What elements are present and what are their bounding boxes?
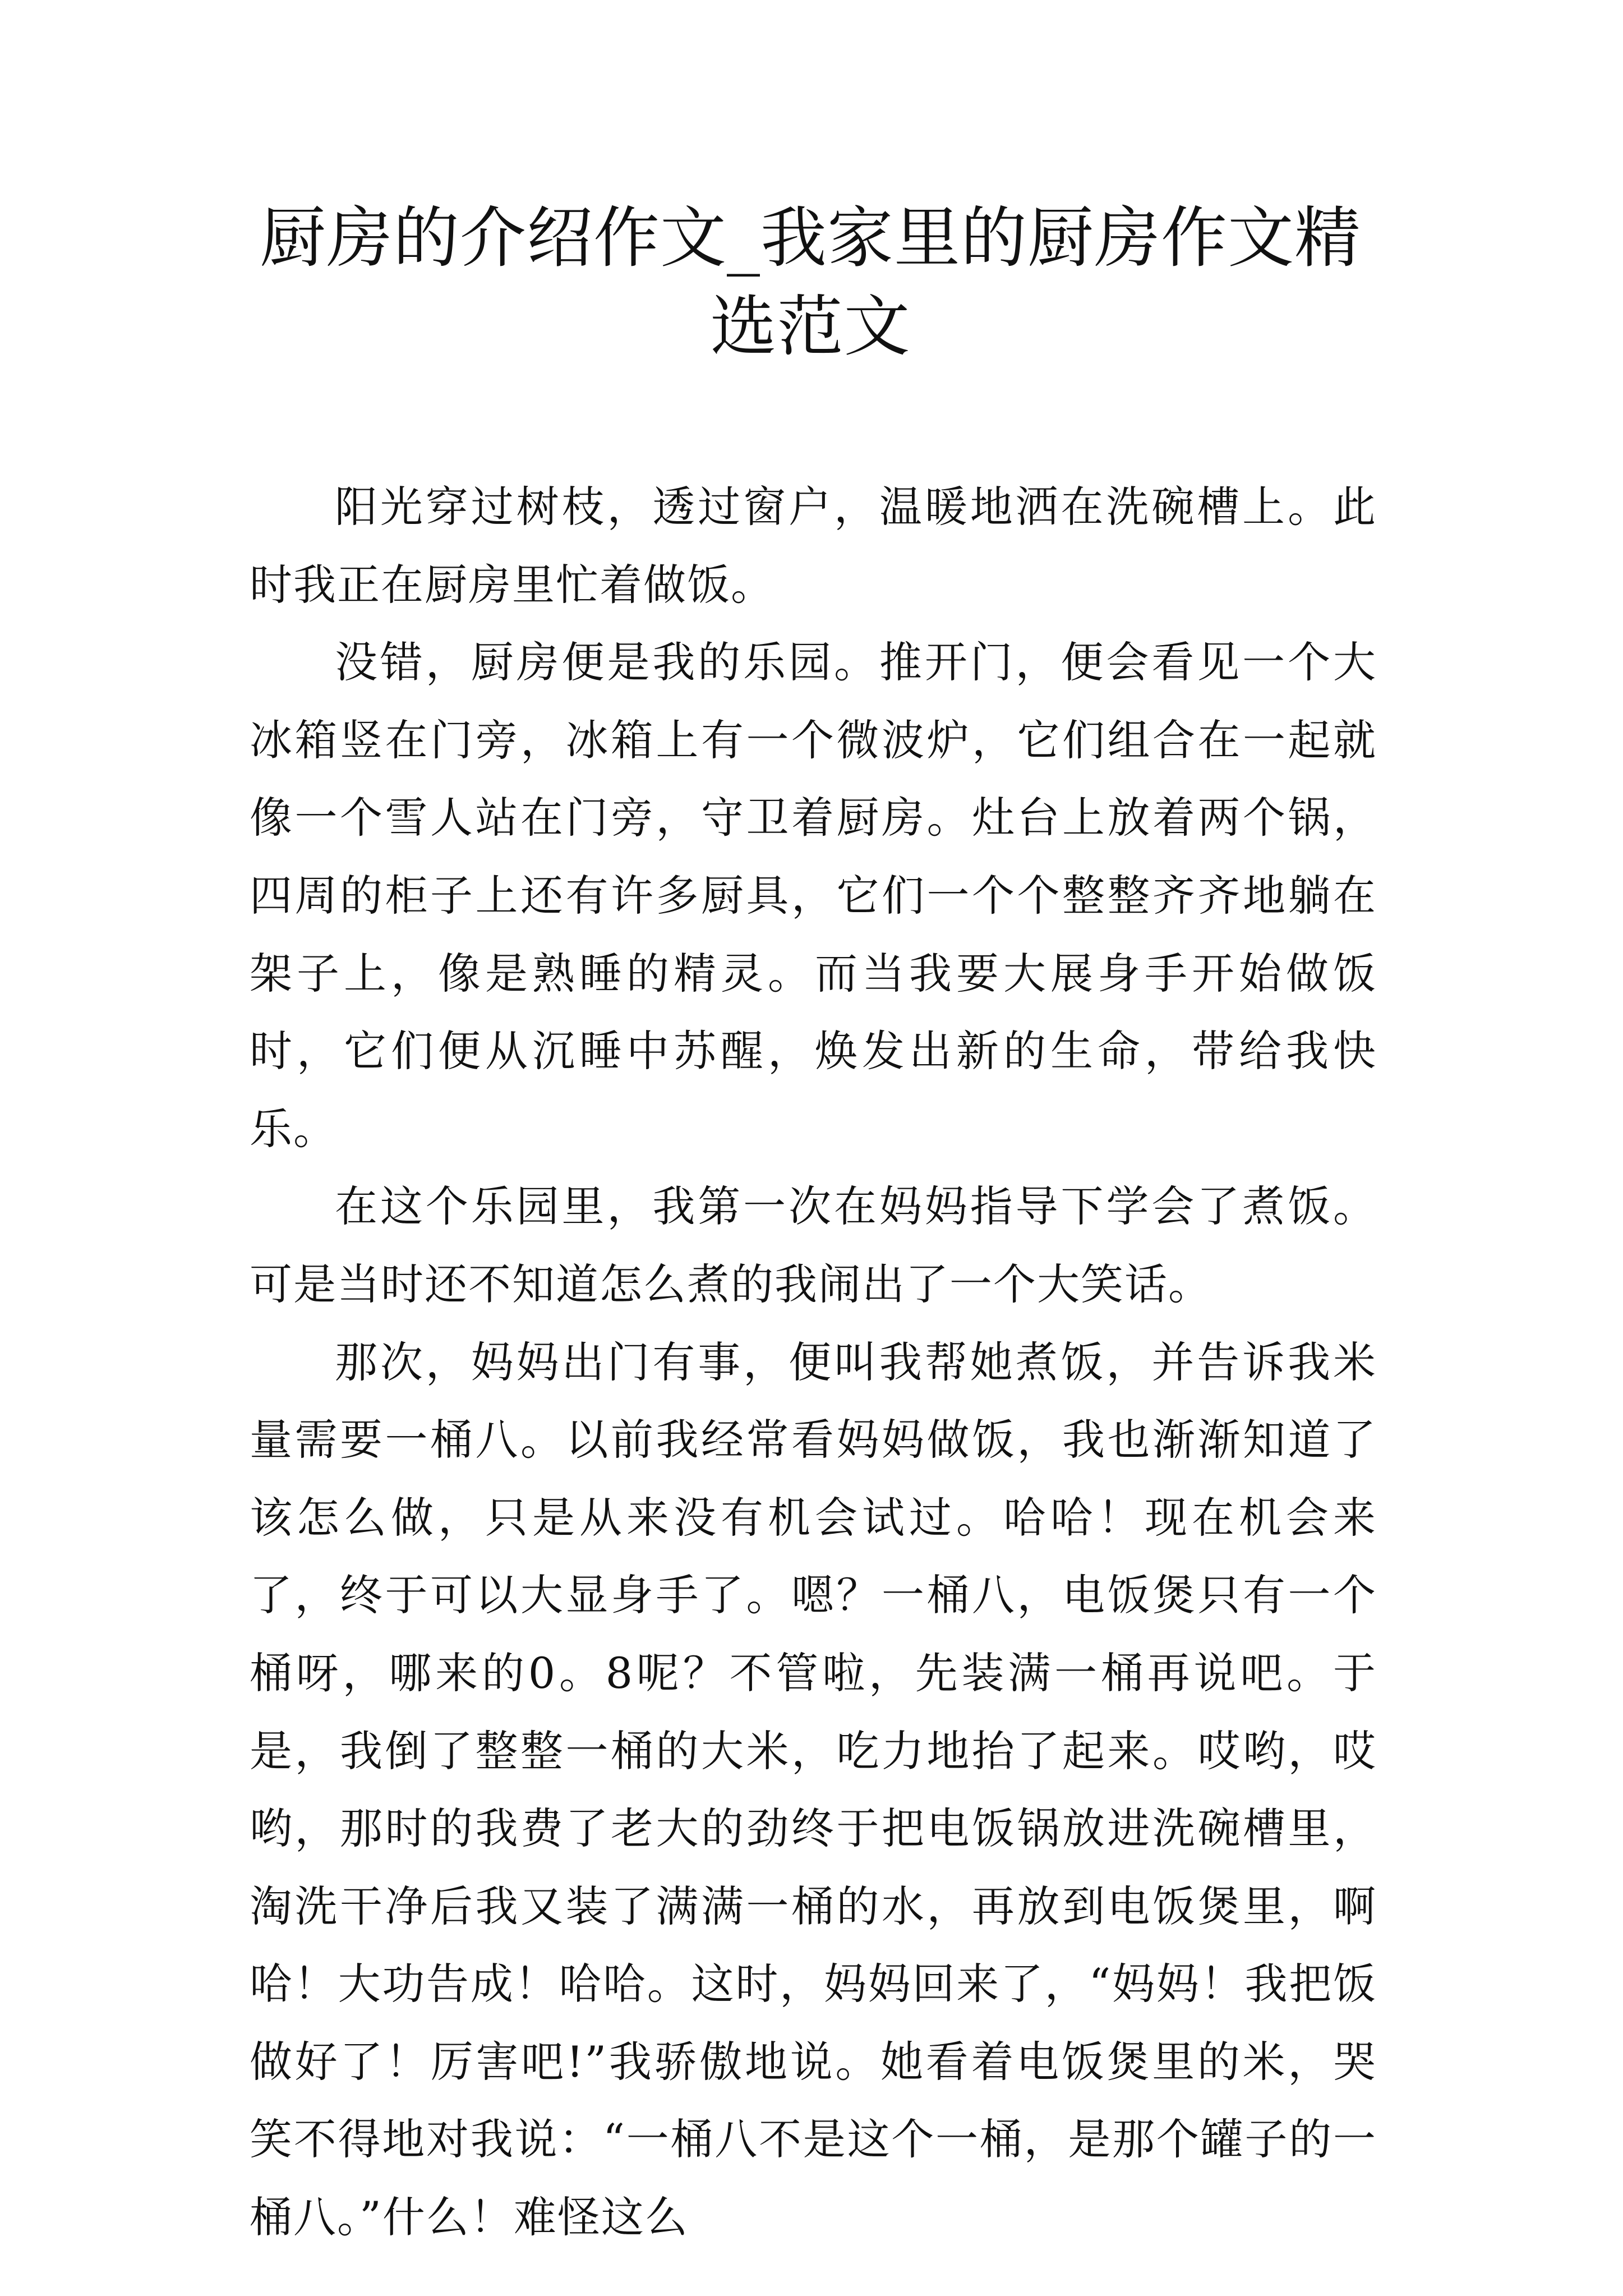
paragraph: 那次，妈妈出门有事，便叫我帮她煮饭，并告诉我米量需要一桶八。以前我经常看妈妈做饭，我也渐渐知道了该怎么做，只是从来没有机会试过。哈哈！现在机会来了，终于可以大显身手了。嗯？一桶八，电饭煲只有一个桶呀，哪来的0。8呢？不管啦，先装满一桶再说吧。于是，我倒了整整一桶的大米，吃力地抬了起来。哎哟，哎哟，那时的我费了老大的劲终于把电饭锅放进洗碗槽里，淘洗干净后我又装了满满一桶的水，再放到电饭煲里，啊哈！大功告成！哈哈。这时，妈妈回来了，“妈妈！我把饭做好了！厉害吧!”我骄傲地说。她看着电饭煲里的米，哭笑不得地对我说：“一桶八不是这个一桶，是那个罐子的一桶八。”什么！难怪这么 xyxy=(250,1337,1377,2243)
paragraph: 没错，厨房便是我的乐园。推开门，便会看见一个大冰箱竖在门旁，冰箱上有一个微波炉，它们组合在一起就像一个雪人站在门旁，守卫着厨房。灶台上放着两个锅，四周的柜子上还有许多厨具，它们一个个整整齐齐地躺在架子上，像是熟睡的精灵。而当我要大展身手开始做饭时，它们便从沉睡中苏醒，焕发出新的生命，带给我快乐。 xyxy=(250,637,1377,1154)
document-title: 厨房的介绍作文_我家里的厨房作文精选范文 xyxy=(259,199,1361,365)
document-body xyxy=(250,468,1377,2257)
paragraph: 阳光穿过树枝，透过窗户，温暖地洒在洗碗槽上。此时我正在厨房里忙着做饭。 xyxy=(250,482,1377,610)
paragraph: 在这个乐园里，我第一次在妈妈指导下学会了煮饭。可是当时还不知道怎么煮的我闹出了一个大笑话。 xyxy=(250,1181,1377,1309)
